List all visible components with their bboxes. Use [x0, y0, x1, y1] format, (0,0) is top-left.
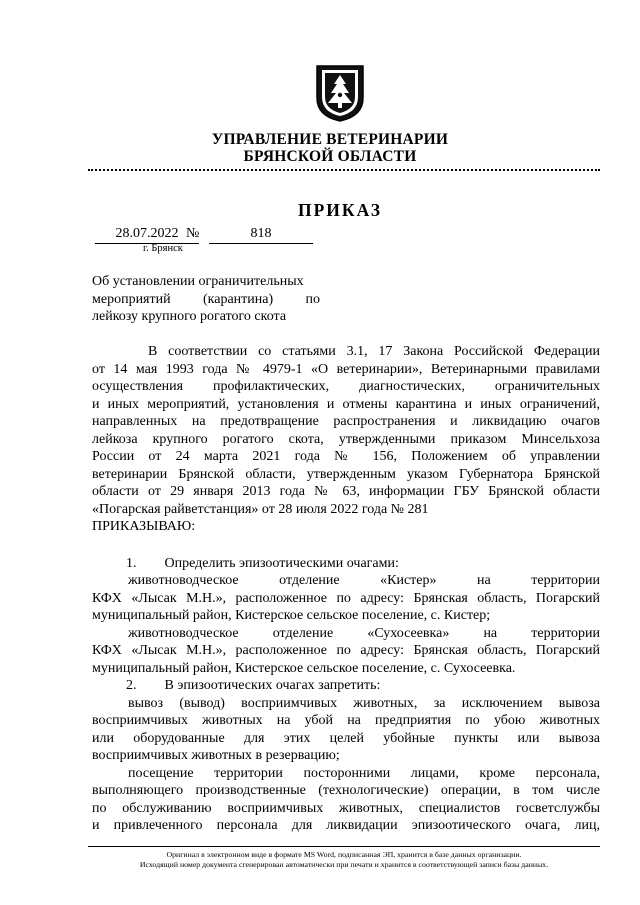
- body-line: ветеринарии Брянской области, утвержденным указом Губернатора Брянской: [92, 466, 600, 482]
- number-sign: №: [186, 226, 200, 241]
- item-line: или оборудованные для этих целей убойные пункты или вывоза: [92, 730, 600, 746]
- document-city: г. Брянск: [143, 243, 183, 254]
- document-date: 28.07.2022: [95, 226, 199, 244]
- item-line: животноводческое отделение «Сухосеевка» на территории: [128, 625, 600, 641]
- body-line: осуществления профилактических, диагностических, ограничительных: [92, 379, 600, 394]
- item-line: восприимчивых животных на убой на предприятия по убою животных: [92, 713, 600, 728]
- item-line: 1. Определить эпизоотическими очагами:: [126, 555, 399, 571]
- item-line: выполняющего производственные (технологические) операции, в том числе: [92, 783, 600, 798]
- footer-divider: [88, 846, 600, 847]
- organization-name-line2: БРЯНСКОЙ ОБЛАСТИ: [243, 148, 417, 165]
- item-line: вывоз (вывод) восприимчивых животных, за исключением вывоза: [128, 695, 600, 711]
- item-line: муниципальный район, Кистерское сельское поселение, с. Сухосеевка.: [92, 660, 516, 676]
- organization-name-line1: УПРАВЛЕНИЕ ВЕТЕРИНАРИИ: [211, 131, 449, 148]
- item-line: посещение территории посторонними лицами, кроме персонала,: [128, 765, 600, 781]
- document-subject: [92, 273, 320, 326]
- footer-note-line1: Оригинал в электронном виде в формате MS Word, подписанная ЭП, хранится в базе данных организации.: [166, 850, 522, 859]
- item-line: по обслуживанию восприимчивых животных, специалистов госветслужбы: [92, 800, 600, 816]
- footer-note-line2: Исходящий номер документа сгенерирован автоматически при печати и хранится в соответствующей записи базы данных.: [139, 860, 549, 869]
- item-line: восприимчивых животных в резервацию;: [92, 748, 340, 763]
- document-title: ПРИКАЗ: [297, 200, 383, 220]
- subject-line: мероприятий (карантина) по: [92, 291, 320, 307]
- document-number: 818: [209, 226, 313, 244]
- body-line: «Погарская райветстанция» от 28 июля 2022 года № 281: [92, 501, 429, 517]
- subject-line: Об установлении ограничительных: [92, 274, 304, 289]
- item-line: КФХ «Лысак М.Н.», расположенное по адресу: Брянская область, Погарский: [92, 590, 600, 606]
- body-line: России от 24 марта 2021 года № 156, Положением об управлении: [92, 449, 600, 464]
- body-line: от 14 мая 1993 года № 4979-1 «О ветеринарии», Ветеринарными правилами: [92, 361, 600, 377]
- body-line-order-word: ПРИКАЗЫВАЮ:: [92, 519, 196, 534]
- body-line: В соответствии со статьями 3.1, 17 Закона Российской Федерации: [148, 344, 600, 359]
- item-line: КФХ «Лысак М.Н.», расположенное по адресу: Брянская область, Погарский: [92, 643, 600, 658]
- item-line: 2. В эпизоотических очагах запретить:: [126, 678, 381, 693]
- subject-line: лейкозу крупного рогатого скота: [92, 309, 287, 325]
- header-dotted-divider: [88, 169, 600, 171]
- body-line: лейкоза крупного рогатого скота, утвержденными приказом Минсельхоза: [92, 431, 600, 447]
- item-line: и привлеченного персонала для ликвидации эпизоотического очага, лиц,: [92, 818, 600, 833]
- item-line: муниципальный район, Кистерское сельское поселение, с. Кистер;: [92, 608, 491, 623]
- body-line: и иных мероприятий, установления и отмены карантина и иных ограничений,: [92, 396, 600, 412]
- body-line: направленных на предотвращение распространения и ликвидацию очагов: [92, 414, 600, 429]
- coat-of-arms-emblem: [315, 62, 365, 122]
- document-body: [92, 343, 600, 835]
- item-line: животноводческое отделение «Кистер» на территории: [128, 573, 600, 588]
- body-line: области от 29 января 2013 года № 63, информации ГБУ Брянской области: [92, 484, 600, 499]
